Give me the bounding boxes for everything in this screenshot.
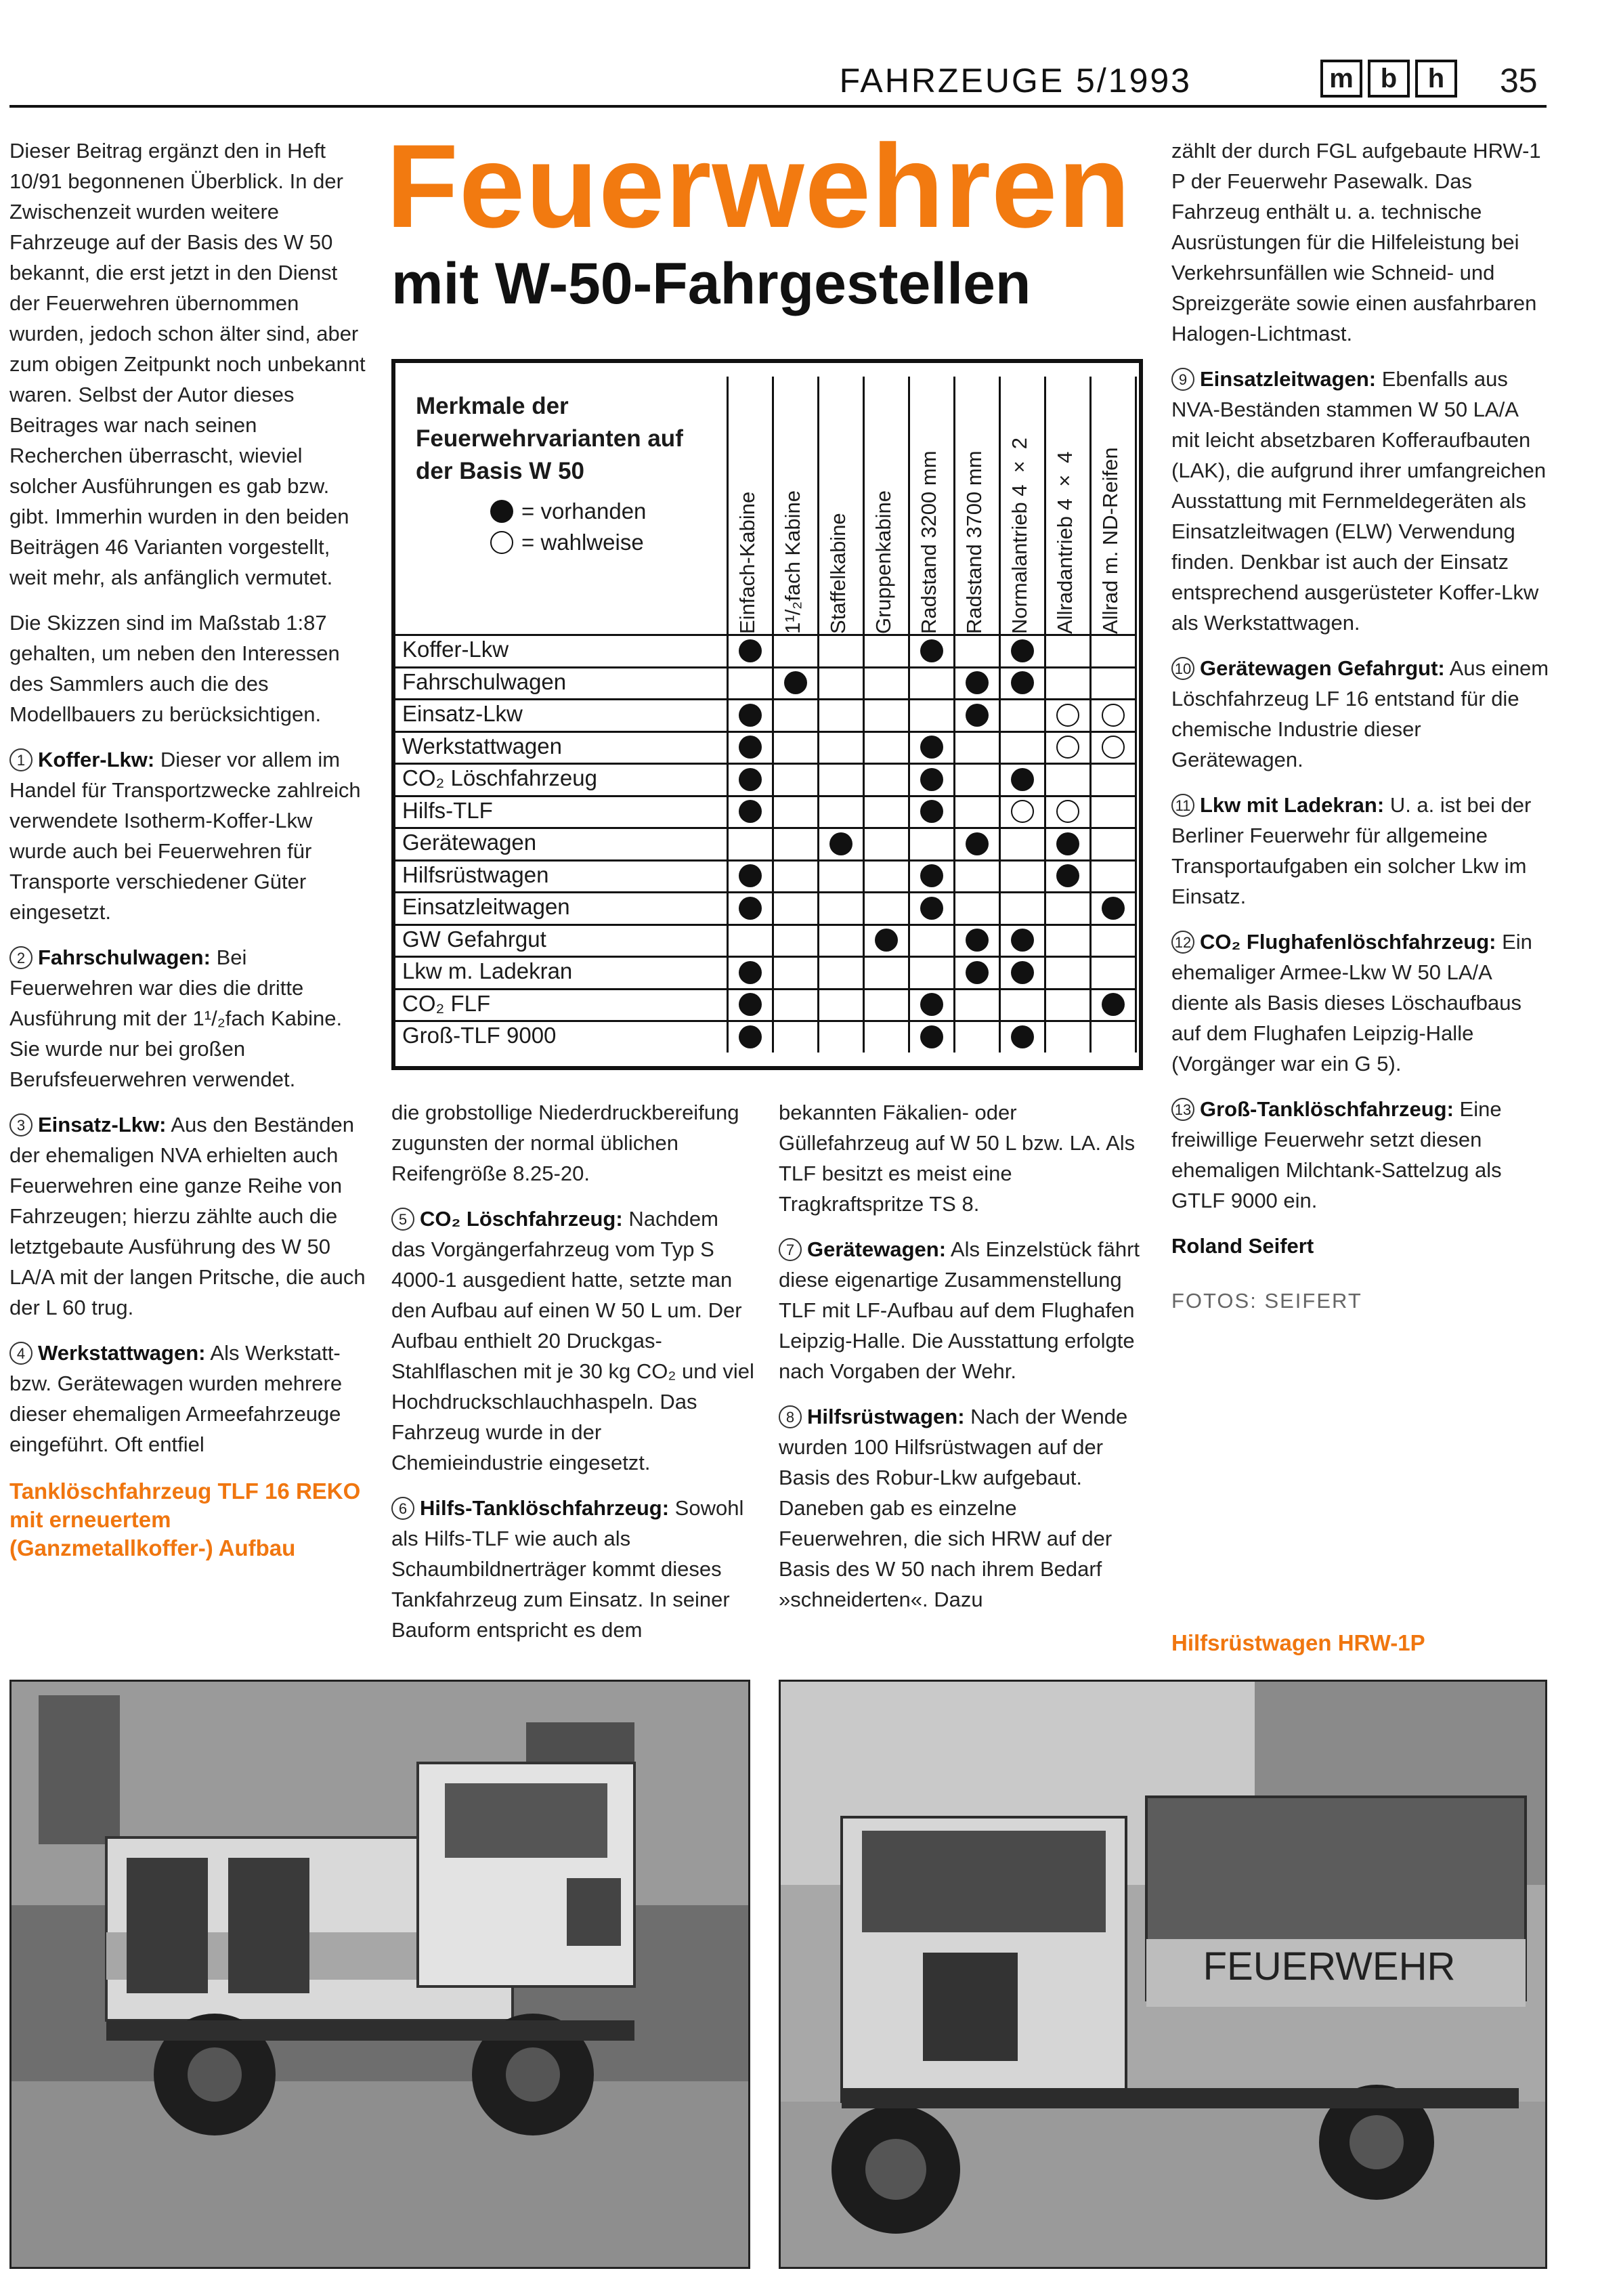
numbered-item [391, 1204, 757, 1478]
item-number-icon: 6 [391, 1497, 414, 1520]
item-number-icon: 13 [1171, 1098, 1194, 1121]
item-heading: Fahrschulwagen: [38, 945, 211, 969]
table-row-label: Einsatzleitwagen [402, 894, 570, 919]
present-dot-icon [966, 704, 989, 727]
item-number-icon: 11 [1171, 794, 1194, 817]
item-heading: CO₂ Flughafenlöschfahrzeug: [1200, 930, 1496, 954]
present-dot-icon [739, 639, 762, 662]
column-3 [779, 1097, 1144, 1630]
item-text: Dieser vor allem im Handel für Transportzwecke zahlreich verwendete Isotherm-Koffer-Lkw wurde auch bei Feuerwehren für Transporte verschiedener Güter eingesetzt. [9, 748, 361, 924]
grid-line [772, 377, 774, 1053]
numbered-item [1171, 1094, 1551, 1216]
item-heading: Werkstattwagen: [38, 1341, 206, 1365]
table-row-label: Werkstattwagen [402, 733, 562, 759]
item-text: Sowohl als Hilfs-TLF wie auch als Schaumbildnerträger kommt dieses Tankfahrzeug zum Einsatz. In seiner Bauform entspricht es dem [391, 1496, 744, 1642]
grid-line [395, 666, 1136, 668]
numbered-item [1171, 364, 1551, 638]
item-text: Ein ehemaliger Armee-Lkw W 50 LA/A diente als Basis dieses Löschaufbaus auf dem Flughafen Leipzig-Halle (Vorgänger war ein G 5). [1171, 930, 1532, 1076]
present-dot-icon [966, 832, 989, 855]
grid-line [1089, 377, 1092, 1053]
item-number-icon: 4 [9, 1342, 33, 1365]
item-number-icon: 2 [9, 946, 33, 969]
column-header: Allradantrieb 4 × 4 [1053, 451, 1077, 634]
grid-line [1135, 377, 1137, 1053]
present-dot-icon [920, 864, 943, 887]
grid-line [395, 795, 1136, 797]
column-1 [9, 135, 368, 1562]
grid-line [999, 377, 1001, 1053]
item-heading: Hilfsrüstwagen: [807, 1405, 965, 1428]
table-row-label: Einsatz-Lkw [402, 701, 523, 726]
item-text: U. a. ist bei der Berliner Feuerwehr für allgemeine Transportaufgaben ein solcher Lkw im Einsatz. [1171, 793, 1532, 908]
item-text: Aus den Beständen der ehemaligen NVA erhielten auch Feuerwehren eine ganze Reihe von Fahrzeugen; hierzu zählte auch die letztgebaute Ausführung des W 50 LA/A mit der langen Pritsche, die auch der L 60 trug. [9, 1113, 366, 1319]
article-title: Feuerwehren [386, 121, 1131, 253]
numbered-item [779, 1401, 1144, 1615]
column-4 [1171, 135, 1551, 1331]
present-dot-icon [966, 929, 989, 952]
item-heading: Hilfs-Tanklöschfahrzeug: [420, 1496, 670, 1520]
present-dot-icon [1056, 864, 1079, 887]
item-number-icon: 7 [779, 1238, 802, 1261]
photo-tlf16-reko [9, 1680, 750, 2269]
item-heading: CO₂ Löschfahrzeug: [420, 1207, 623, 1231]
grid-line [1044, 377, 1046, 1053]
table-row-label: GW Gefahrgut [402, 926, 546, 952]
photo-hrw-1p [779, 1680, 1547, 2269]
grid-line [395, 988, 1136, 990]
item-heading: Einsatz-Lkw: [38, 1113, 167, 1136]
column-header: Radstand 3700 mm [962, 450, 986, 634]
logo-letter: m [1320, 60, 1362, 98]
numbered-item [391, 1493, 757, 1645]
column-header: Staffelkabine [826, 513, 850, 634]
column-header: Gruppenkabine [871, 490, 895, 634]
column-header: 1¹/₂fach Kabine [781, 490, 804, 634]
present-dot-icon [739, 897, 762, 920]
present-dot-icon [920, 639, 943, 662]
grid-line [863, 377, 865, 1053]
grid-line [908, 377, 910, 1053]
present-dot-icon [920, 897, 943, 920]
grid-line [395, 859, 1136, 862]
table-row-label: CO₂ Löschfahrzeug [402, 765, 597, 790]
present-dot-icon [966, 961, 989, 984]
item-text: Ebenfalls aus NVA-Beständen stammen W 50 LA/A mit leicht absetzbaren Kofferaufbauten (LAK), die aufgrund ihrer umfangreichen Ausstattung mit Fernmeldegeräten als Einsatzleitwagen (ELW) Verwendung finden. Denkbar ist auch der Einsatz entsprechend ausgerüsteter Koffer-Lkw als Werkstattwagen. [1171, 367, 1547, 635]
table-row-label: Groß-TLF 9000 [402, 1023, 557, 1048]
item-heading: Einsatzleitwagen: [1200, 367, 1377, 391]
rescue-truck-photo [781, 1682, 1547, 2269]
optional-circle-icon [1056, 736, 1079, 759]
grid-line [953, 377, 955, 1053]
present-dot-icon [920, 768, 943, 791]
present-dot-icon [829, 832, 852, 855]
numbered-item [1171, 927, 1551, 1079]
photo-credit: FOTOS: SEIFERT [1171, 1289, 1362, 1313]
table-row-label: Hilfs-TLF [402, 797, 493, 823]
table-row-label: Gerätewagen [402, 830, 537, 855]
present-dot-icon [1011, 1025, 1034, 1048]
article-subtitle: mit W-50-Fahrgestellen [391, 251, 1031, 316]
optional-circle-icon [1056, 704, 1079, 727]
numbered-item [1171, 653, 1551, 775]
optional-circle-icon [1102, 704, 1125, 727]
present-dot-icon [739, 1025, 762, 1048]
grid-line [727, 377, 729, 1053]
item-text: Bei Feuerwehren war dies die dritte Ausführung mit der 1¹/₂fach Kabine. Sie wurde nur bei großen Berufsfeuerwehren verwendet. [9, 945, 343, 1091]
present-dot-icon [739, 736, 762, 759]
item-number-icon: 9 [1171, 368, 1194, 391]
legend-present-label: = vorhanden [521, 498, 647, 524]
intro-paragraph: Dieser Beitrag ergänzt den in Heft 10/91 begonnenen Überblick. In der Zwischenzeit wurden weitere Fahrzeuge auf der Basis des W 50 bekannt, die erst jetzt in den Dienst der Feuerwehren übernommen wurden, jedoch schon älter sind, aber zum obigen Zeitpunkt noch unbekannt waren. Selbst der Autor dieses Beitrages war nach seinen Recherchen überrascht, wieviel solcher Ausführungen es gab bzw. gibt. Immerhin wurden in den beiden Beiträgen 46 Varianten vorgestellt, weit mehr, als anfänglich vermutet. [9, 139, 366, 589]
present-dot-icon [875, 929, 898, 952]
numbered-item [9, 1109, 368, 1323]
present-dot-icon [920, 1025, 943, 1048]
item-heading: Koffer-Lkw: [38, 748, 155, 771]
column-header: Allrad m. ND-Reifen [1098, 447, 1122, 634]
item-number-icon: 12 [1171, 931, 1194, 954]
features-table [391, 359, 1143, 1070]
item-number-icon: 10 [1171, 657, 1194, 680]
table-row-label: Fahrschulwagen [402, 668, 567, 694]
author-name: Roland Seifert [1171, 1234, 1314, 1258]
present-dot-icon [920, 800, 943, 823]
column-header: Einfach-Kabine [735, 491, 759, 634]
grid-line [817, 377, 819, 1053]
present-dot-icon [1011, 639, 1034, 662]
present-dot-icon [1102, 993, 1125, 1016]
present-dot-icon [1011, 768, 1034, 791]
item-heading: Groß-Tanklöschfahrzeug: [1200, 1097, 1454, 1121]
optional-circle-icon [1011, 800, 1034, 823]
column-header: Radstand 3200 mm [917, 450, 941, 634]
present-dot-icon [1011, 671, 1034, 694]
item-heading: Gerätewagen: [807, 1237, 947, 1261]
item-text: Als Werkstatt- bzw. Gerätewagen wurden mehrere dieser ehemaligen Armeefahrzeuge eingeführt. Oft entfiel [9, 1341, 343, 1456]
present-dot-icon [1056, 832, 1079, 855]
section-header: FAHRZEUGE 5/1993 [839, 62, 1192, 100]
grid-line [395, 827, 1136, 829]
photo-caption-left: Tanklöschfahrzeug TLF 16 REKO mit erneuertem (Ganzmetallkoffer-) Aufbau [9, 1479, 361, 1560]
present-dot-icon [739, 704, 762, 727]
logo-letter: h [1415, 60, 1457, 98]
magazine-logo [1320, 60, 1457, 99]
present-dot-icon [739, 961, 762, 984]
item-number-icon: 1 [9, 748, 33, 771]
present-dot-icon [739, 800, 762, 823]
photo-caption-right: Hilfsrüstwagen HRW-1P [1171, 1630, 1425, 1655]
table-row-label: Hilfsrüstwagen [402, 862, 549, 887]
legend-optional-label: = wahlweise [521, 530, 644, 555]
grid-line [395, 956, 1136, 958]
item-number-icon: 3 [9, 1113, 33, 1136]
item-text: Nachdem das Vorgängerfahrzeug vom Typ S 4000-1 ausgedient hatte, setzte man den Aufbau auf einen W 50 L um. Der Aufbau enthielt 20 Druckgas-Stahlflaschen mit je 30 kg CO₂ und viel Hochdruckschlauchhaspeln. Das Fahrzeug wurde in der Chemieindustrie eingesetzt. [391, 1207, 754, 1474]
numbered-item [1171, 790, 1551, 912]
page-number: 35 [1500, 62, 1538, 100]
grid-line [395, 924, 1136, 926]
table-row-label: Lkw m. Ladekran [402, 958, 573, 983]
table-row-label: CO₂ FLF [402, 990, 491, 1016]
present-dot-icon [1011, 961, 1034, 984]
grid-line [395, 731, 1136, 733]
table-row-label: Koffer-Lkw [402, 637, 509, 662]
header-divider [9, 105, 1547, 108]
numbered-item [779, 1234, 1144, 1386]
item-heading: Gerätewagen Gefahrgut: [1200, 656, 1445, 680]
grid-line [395, 891, 1136, 893]
numbered-item [9, 744, 368, 927]
grid-line [395, 763, 1136, 765]
optional-circle-icon [1056, 800, 1079, 823]
column-header: Normalantrieb 4 × 2 [1008, 437, 1031, 634]
item-number-icon: 8 [779, 1405, 802, 1428]
legend-title: Merkmale der Feuerwehrvarianten auf der Basis W 50 [416, 393, 683, 484]
present-dot-icon [784, 671, 807, 694]
grid-line [395, 634, 1136, 636]
truck-lettering: FEUERWEHR [1203, 1944, 1456, 1989]
item-text: Aus einem Löschfahrzeug LF 16 entstand für die chemische Industrie dieser Gerätewagen. [1171, 656, 1549, 771]
present-dot-icon [966, 671, 989, 694]
item-text: Eine freiwillige Feuerwehr setzt diesen ehemaligen Milchtank-Sattelzug als GTLF 9000 ein. [1171, 1097, 1502, 1212]
continued-text: die grobstollige Niederdruckbereifung zugunsten der normal üblichen Reifengröße 8.25-20. [391, 1101, 739, 1185]
continued-text: bekannten Fäkalien- oder Güllefahrzeug auf W 50 L bzw. LA. Als TLF besitzt es meist eine Tragkraftspritze TS 8. [779, 1101, 1136, 1216]
item-number-icon: 5 [391, 1208, 414, 1231]
present-dot-icon [920, 993, 943, 1016]
present-dot-icon [1011, 929, 1034, 952]
grid-line [395, 698, 1136, 700]
scale-paragraph: Die Skizzen sind im Maßstab 1:87 gehalten, um neben den Interessen des Sammlers auch die des Modellbauers zu berücksichtigen. [9, 611, 340, 726]
column-2 [391, 1097, 757, 1660]
logo-letter: b [1368, 60, 1410, 98]
item-text: Als Einzelstück fährt diese eigenartige Zusammenstellung TLF mit LF-Aufbau auf dem Flughafen Leipzig-Halle. Die Ausstattung erfolgte nach Vorgaben der Wehr. [779, 1237, 1140, 1383]
grid-line [395, 1020, 1136, 1022]
present-dot-icon [1102, 897, 1125, 920]
numbered-item [9, 1338, 368, 1460]
present-dot-icon [920, 736, 943, 759]
present-dot-icon [739, 993, 762, 1016]
present-dot-icon [739, 864, 762, 887]
item-heading: Lkw mit Ladekran: [1200, 793, 1385, 817]
table-grid [395, 363, 1139, 1066]
optional-circle-icon [1102, 736, 1125, 759]
numbered-item [9, 942, 368, 1094]
continued-text: zählt der durch FGL aufgebaute HRW-1 P der Feuerwehr Pasewalk. Das Fahrzeug enthält u. a. technische Ausrüstungen für die Hilfeleistung bei Verkehrsunfällen wie Schneid- und Spreizgeräte sowie einen ausfahrbaren Halogen-Lichtmast. [1171, 139, 1541, 345]
present-dot-icon [739, 768, 762, 791]
item-text: Nach der Wende wurden 100 Hilfsrüstwagen auf der Basis des Robur-Lkw aufgebaut. Daneben gab es einzelne Feuerwehren, die sich HRW auf der Basis des W 50 nach ihrem Bedarf »schneiderten«. Dazu [779, 1405, 1128, 1611]
fire-truck-photo [12, 1682, 750, 2269]
